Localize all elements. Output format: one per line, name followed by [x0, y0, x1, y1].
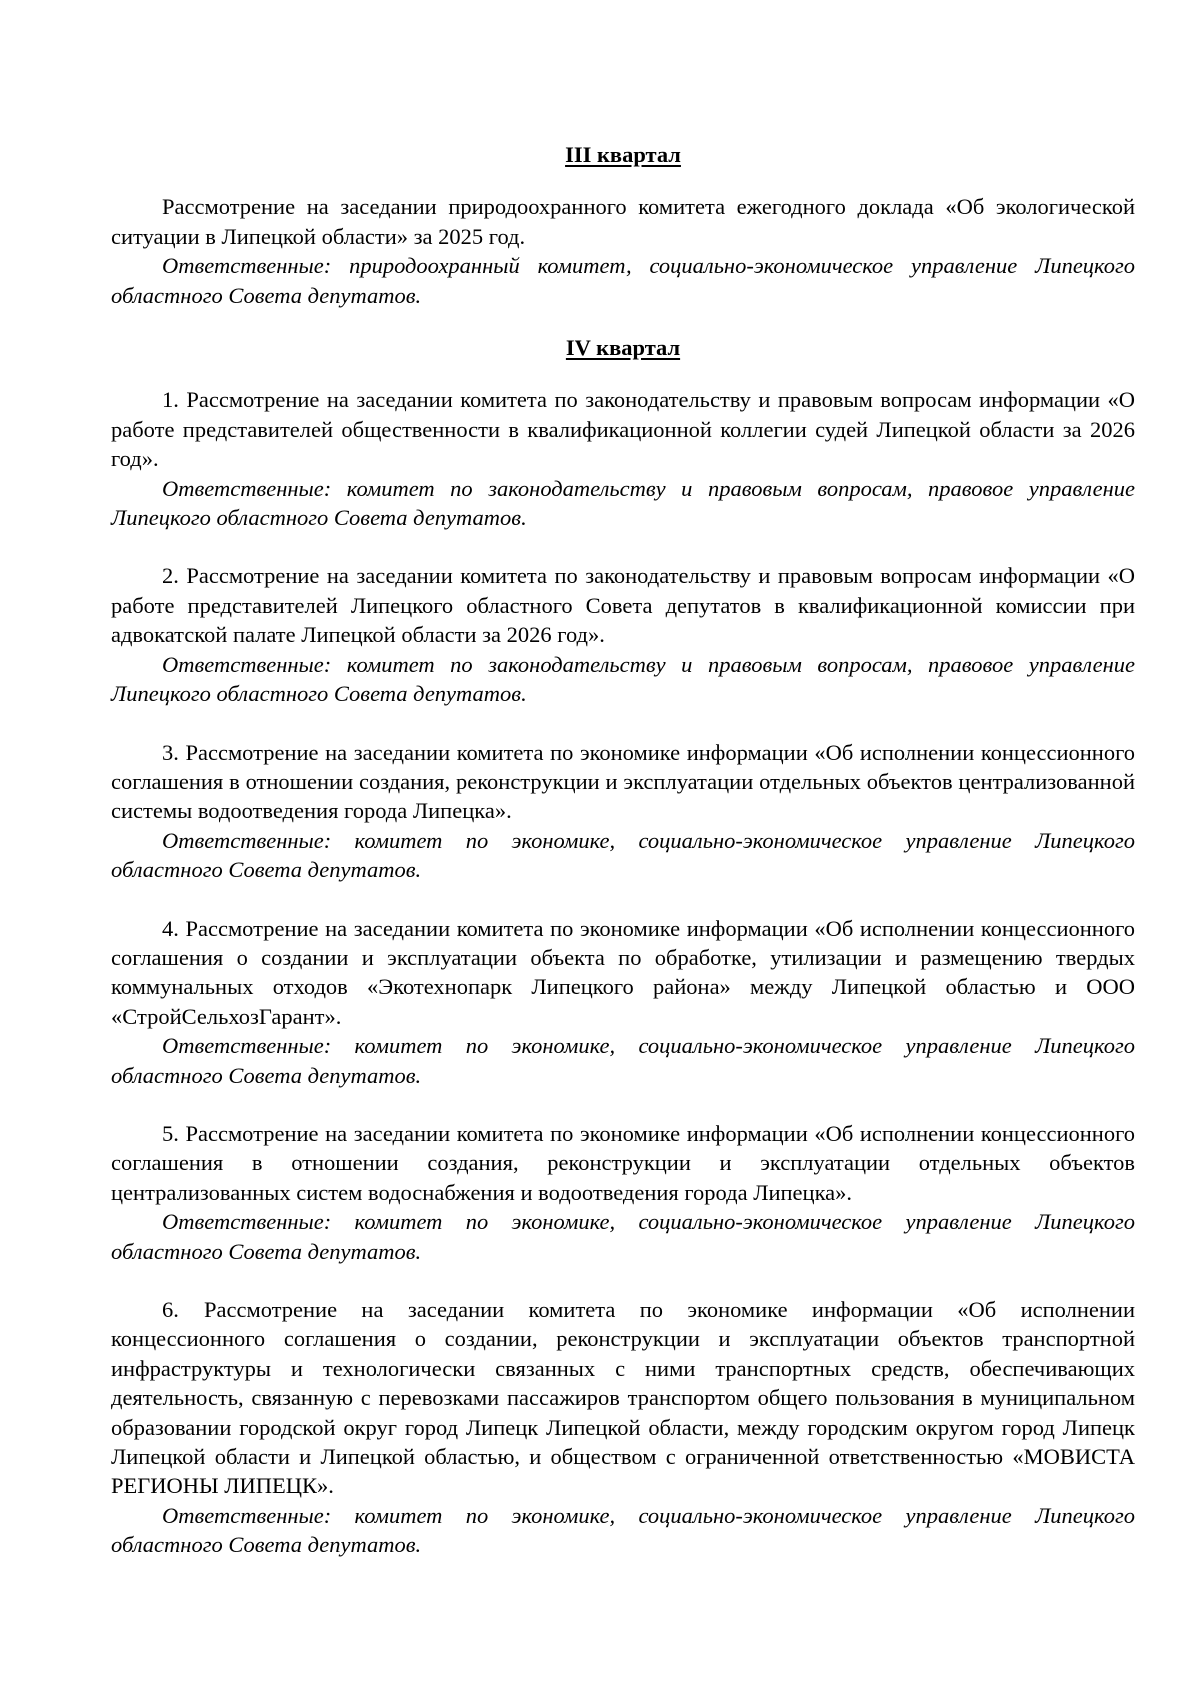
document-page — [111, 140, 1135, 1560]
spacer — [111, 885, 1135, 914]
heading-q3: III квартал — [565, 142, 681, 167]
q4-item-4 — [111, 914, 1135, 1090]
item-number: 1. — [162, 387, 179, 413]
q4-item-2 — [111, 561, 1135, 708]
q4-item-6 — [111, 1295, 1135, 1560]
item-number: 5. — [162, 1120, 179, 1146]
heading-q4: IV квартал — [565, 335, 681, 361]
item-number: 6. — [162, 1297, 179, 1322]
q4-item-text — [111, 561, 1135, 649]
item-body: Рассмотрение на заседании комитета по экономике информации «Об исполнении концессионного соглашения в отношении создания, реконструкции и эксплуатации отдельных объектов централизованной системы водоотведения города Липецка». — [111, 739, 1136, 824]
q4-item-text — [111, 1295, 1135, 1501]
spacer — [111, 1090, 1135, 1119]
item-body: Рассмотрение на заседании комитета по экономике информации «Об исполнении концессионного соглашения в отношении создания, реконструкции и эксплуатации отдельных объектов централизованных систем водоснабжения и водоотведения города Липецка». — [111, 1120, 1136, 1205]
item-body: Рассмотрение на заседании комитета по экономике информации «Об исполнении концессионного соглашения о создании и эксплуатации объекта по обработке, утилизации и размещению твердых коммунальных отходов «Экотехнопарк Липецкого района» между Липецкой областью и ООО «СтройСельхозГарант». — [111, 915, 1136, 1029]
spacer — [111, 709, 1135, 738]
q4-item-text — [111, 385, 1135, 473]
item-body: Рассмотрение на заседании комитета по экономике информации «Об исполнении концессионного соглашения о создании, реконструкции и эксплуатации объектов транспортной инфраструктуры и технологически связанных с ними транспортных средств, обеспечивающих деятельность, связанную с перевозками пассажиров транспортом общего пользования в муниципальном образовании городской округ город Липецк Липецкой области, между городским округом город Липецк Липецкой области и Липецкой областью, и обществом с ограниченной ответственностью «МОВИСТА РЕГИОНЫ ЛИПЕЦК». — [111, 1297, 1135, 1499]
q4-item-responsible: Ответственные: комитет по законодательству и правовым вопросам, правовое управление Липецкого областного Совета депутатов. — [111, 651, 1135, 707]
item-number: 3. — [162, 739, 179, 765]
q4-item-3 — [111, 738, 1135, 885]
item-body: Рассмотрение на заседании комитета по законодательству и правовым вопросам информации «О работе представителей общественности в квалификационной коллегии судей Липецкой области за 2026 год». — [111, 387, 1136, 472]
q4-item-1 — [111, 385, 1135, 532]
item-number: 2. — [162, 563, 179, 589]
spacer — [111, 1266, 1135, 1295]
q3-item-responsible: Ответственные: природоохранный комитет, социально-экономическое управление Липецкого областного Совета депутатов. — [111, 253, 1135, 308]
item-number: 4. — [162, 915, 179, 941]
q4-item-text — [111, 914, 1135, 1032]
spacer — [111, 532, 1135, 561]
q4-item-responsible: Ответственные: комитет по законодательству и правовым вопросам, правовое управление Липецкого областного Совета депутатов. — [111, 475, 1135, 531]
item-body: Рассмотрение на заседании комитета по законодательству и правовым вопросам информации «О работе представителей Липецкого областного Совета депутатов в квалификационной комиссии при адвокатской палате Липецкой области за 2026 год». — [111, 563, 1136, 648]
q4-item-responsible: Ответственные: комитет по экономике, социально-экономическое управление Липецкого областного Совета депутатов. — [111, 827, 1135, 883]
q4-item-5 — [111, 1119, 1135, 1266]
q4-item-responsible: Ответственные: комитет по экономике, социально-экономическое управление Липецкого областного Совета депутатов. — [111, 1033, 1135, 1088]
q4-item-text — [111, 1119, 1135, 1207]
q3-item — [111, 192, 1135, 310]
q4-item-responsible: Ответственные: комитет по экономике, социально-экономическое управление Липецкого областного Совета депутатов. — [111, 1502, 1135, 1558]
q3-item-text: Рассмотрение на заседании природоохранного комитета ежегодного доклада «Об экологической ситуации в Липецкой области» за 2025 год. — [111, 194, 1135, 249]
q4-item-responsible: Ответственные: комитет по экономике, социально-экономическое управление Липецкого областного Совета депутатов. — [111, 1209, 1135, 1264]
q4-item-text — [111, 738, 1135, 826]
